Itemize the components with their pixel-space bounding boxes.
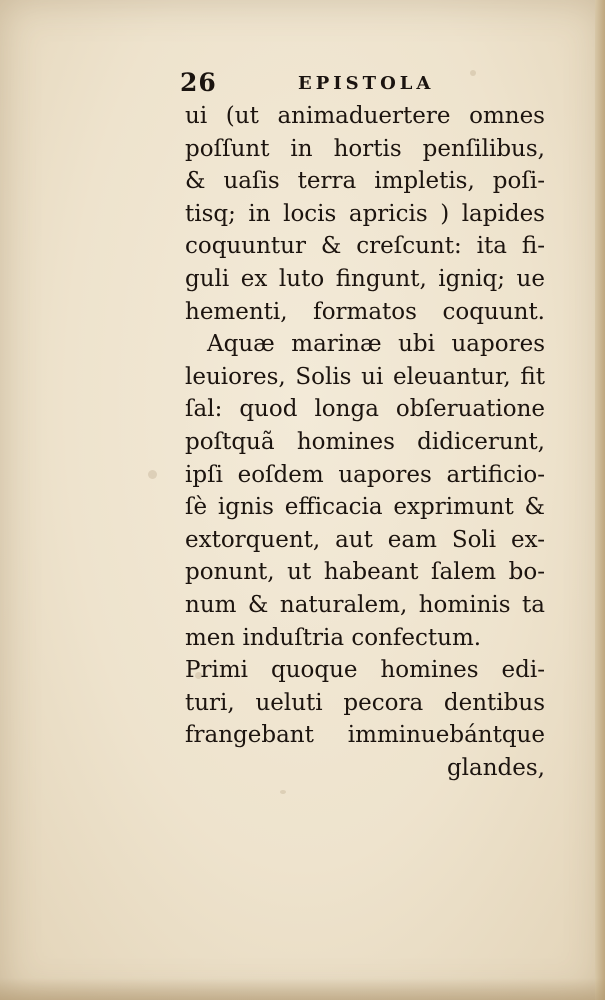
running-head: EPISTOLA: [298, 73, 435, 94]
catchword: glandes,: [446, 754, 545, 781]
text-line: ui (ut animaduertere omnes: [185, 103, 545, 129]
paper-stain: [280, 790, 286, 794]
text-line: hementi, formatos coquunt.: [185, 298, 545, 325]
page-header: [180, 68, 550, 98]
text-line: num & naturalem, hominis ta: [185, 591, 545, 618]
page-number: 26: [180, 68, 217, 97]
body-text: [185, 100, 545, 784]
paragraph-start-line: Aquæ marinæ ubi uapores: [207, 331, 545, 358]
text-line: poſſunt in hortis penſilibus,: [185, 135, 545, 162]
paper-stain: [148, 470, 157, 479]
text-line: guli ex luto fingunt, igniq; ue: [185, 265, 545, 292]
page-edge: [595, 0, 605, 1000]
page-bottom-shadow: [0, 978, 605, 1000]
text-line: frangebant imminuebántque: [185, 722, 545, 749]
text-line: extorquent, aut eam Soli ex-: [185, 526, 545, 553]
text-line: ipſi eoſdem uapores artificio-: [185, 461, 545, 488]
text-line: men induſtria confectum.: [185, 624, 482, 651]
text-line: leuiores, Solis ui eleuantur, fit: [185, 363, 545, 390]
paragraph-start-line: Primi quoque homines edi-: [185, 657, 545, 684]
text-line: ſè ignis efficacia exprimunt &: [185, 494, 545, 521]
text-line: turi, ueluti pecora dentibus: [185, 689, 545, 716]
text-line: coquuntur & creſcunt: ita fi-: [185, 233, 545, 260]
text-line: poſtquã homines didicerunt,: [185, 428, 545, 455]
text-line: ponunt, ut habeant ſalem bo-: [185, 559, 545, 586]
text-line: & uaſis terra impletis, poſi-: [185, 168, 545, 195]
text-line: ſal: quod longa obſeruatione: [185, 396, 545, 423]
text-line: tisq; in locis apricis ) lapides: [185, 200, 545, 227]
